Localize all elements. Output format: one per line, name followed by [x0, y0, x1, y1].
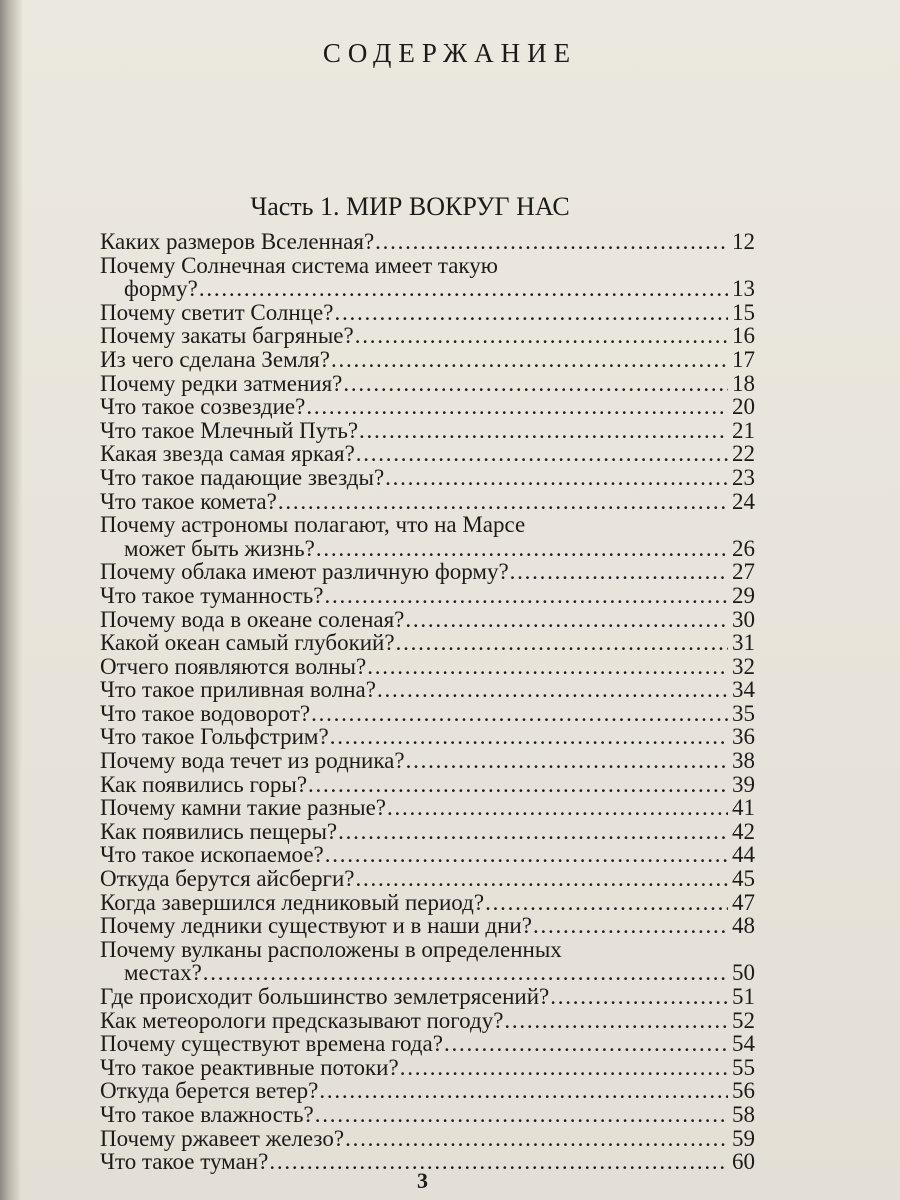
dot-leader	[550, 985, 728, 1009]
toc-entry	[100, 395, 755, 419]
dot-leader	[444, 1032, 728, 1056]
dot-leader	[319, 1079, 728, 1103]
page-number: 3	[417, 1168, 428, 1193]
dot-leader	[510, 560, 728, 584]
toc-entry-title: Что такое ископаемое?	[100, 842, 324, 868]
toc-entry-page: 38	[732, 748, 755, 774]
toc-entry	[100, 678, 755, 702]
toc-entry-title-line: Почему астрономы полагают, что на Марсе	[100, 512, 526, 538]
toc-entry	[100, 773, 755, 797]
dot-leader	[355, 324, 728, 348]
toc-entry-title: Что такое туман?	[100, 1149, 269, 1175]
toc-entry	[100, 1079, 755, 1103]
toc-entry-page: 32	[732, 653, 755, 679]
dot-leader	[324, 584, 728, 608]
toc-entry-page: 58	[732, 1101, 755, 1127]
toc-entry	[100, 560, 755, 584]
toc-entry-title: Почему редки затмения?	[100, 370, 343, 396]
dot-leader	[306, 395, 728, 419]
toc-entry-title: Откуда берется ветер?	[100, 1078, 319, 1104]
toc-entry-title: Какой океан самый глубокий?	[100, 630, 395, 656]
toc-entry-title: Какая звезда самая яркая?	[100, 441, 355, 467]
toc-entry	[100, 254, 755, 301]
toc-entry-title: Как появились пещеры?	[100, 818, 338, 844]
toc-entry-page: 13	[732, 276, 755, 302]
toc-entry-page: 44	[732, 842, 755, 868]
toc-entry-page: 17	[732, 346, 755, 372]
dot-leader	[311, 702, 728, 726]
dot-leader	[203, 961, 728, 985]
dot-leader	[278, 490, 728, 514]
dot-leader	[308, 773, 728, 797]
toc-entry-title: Что такое реактивные потоки?	[100, 1054, 399, 1080]
toc-entry-title-line: Почему вулканы расположены в определенных	[100, 936, 562, 962]
toc-entry-title: Как метеорологи предсказывают погоду?	[100, 1007, 504, 1033]
dot-leader	[396, 631, 728, 655]
toc-entry-title: Что такое водоворот?	[100, 700, 311, 726]
toc-entry-page: 47	[732, 889, 755, 915]
dot-leader	[316, 537, 728, 561]
toc-entry-page: 55	[732, 1054, 755, 1080]
toc-entry	[100, 348, 755, 372]
toc-entry-title: Каких размеров Вселенная?	[100, 229, 375, 254]
toc-entry-title: Почему вода в океане соленая?	[100, 606, 405, 632]
toc-entry-page: 50	[732, 960, 755, 986]
toc-entry	[100, 490, 755, 514]
toc-entry-page: 20	[732, 394, 755, 420]
toc-entry-page: 35	[732, 700, 755, 726]
toc-entry-page: 42	[732, 818, 755, 844]
part-title: Часть 1. МИР ВОКРУГ НАС	[250, 192, 570, 221]
dot-leader	[359, 419, 728, 443]
toc-entry-page: 27	[732, 559, 755, 585]
toc-entry-page: 52	[732, 1007, 755, 1033]
toc-entry-title: Как появились горы?	[100, 771, 308, 797]
toc-entry	[100, 843, 755, 867]
toc-entry-page: 56	[732, 1078, 755, 1104]
toc-entry	[100, 891, 755, 915]
dot-leader	[334, 301, 728, 325]
toc-entry	[100, 513, 755, 560]
toc-entry	[100, 1056, 755, 1080]
toc-entry	[100, 796, 755, 820]
toc-entry-title: Почему существуют времена года?	[100, 1031, 443, 1057]
toc-entry-title: Почему ржавеет железо?	[100, 1125, 345, 1151]
toc-entry-page: 59	[732, 1125, 755, 1151]
toc-entry-title: Почему закаты багряные?	[100, 323, 354, 349]
toc-entry	[100, 372, 755, 396]
toc-entry-page: 24	[732, 488, 755, 514]
dot-leader	[504, 1009, 728, 1033]
toc-entry-title: Из чего сделана Земля?	[100, 346, 330, 372]
toc-entry-title: Что такое влажность?	[100, 1101, 314, 1127]
toc-entry-page: 51	[732, 984, 755, 1009]
dot-leader	[355, 867, 728, 891]
toc-entry-title: Что такое приливная волна?	[100, 677, 376, 703]
toc-entry	[100, 466, 755, 490]
dot-leader	[338, 820, 728, 844]
toc-entry-title: Почему облака имеют различную форму?	[100, 559, 509, 585]
toc-entry-title: местах?	[124, 960, 202, 986]
toc-entry-title: Что такое Млечный Путь?	[100, 417, 359, 443]
dot-leader	[387, 796, 728, 820]
toc-entry-page: 36	[732, 724, 755, 750]
toc-entry	[100, 1127, 755, 1151]
toc-entry	[100, 301, 755, 325]
dot-leader	[315, 1103, 728, 1127]
dot-leader	[377, 678, 728, 702]
toc-entry	[100, 230, 755, 254]
dot-leader	[331, 348, 728, 372]
toc-entry-title: форму?	[124, 276, 198, 302]
toc-entry	[100, 442, 755, 466]
dot-leader	[199, 277, 728, 301]
dot-leader	[356, 442, 728, 466]
dot-leader	[343, 372, 728, 396]
page-gutter-shadow	[0, 0, 22, 1200]
toc-entry	[100, 725, 755, 749]
toc-entry-title: Откуда берутся айсберги?	[100, 866, 355, 892]
toc-entry	[100, 419, 755, 443]
dot-leader	[325, 843, 728, 867]
dot-leader	[533, 914, 728, 938]
toc-entry	[100, 985, 755, 1009]
table-of-contents	[100, 230, 755, 1174]
toc-entry	[100, 1009, 755, 1033]
toc-entry-page: 31	[732, 630, 755, 656]
dot-leader	[406, 749, 728, 773]
dot-leader	[485, 891, 728, 915]
toc-entry-title: Почему камни такие разные?	[100, 795, 387, 821]
toc-entry-page: 45	[732, 866, 755, 892]
toc-entry-page: 29	[732, 582, 755, 608]
toc-entry	[100, 1032, 755, 1056]
dot-leader	[385, 466, 728, 490]
toc-entry-title: Что такое туманность?	[100, 582, 324, 608]
toc-entry	[100, 584, 755, 608]
toc-entry-page: 21	[732, 417, 755, 443]
toc-entry	[100, 608, 755, 632]
toc-entry-title: Что такое падающие звезды?	[100, 464, 385, 490]
toc-entry-title: Отчего появляются волны?	[100, 653, 367, 679]
toc-entry-title: Где происходит большинство землетрясений?	[100, 984, 550, 1009]
toc-entry	[100, 702, 755, 726]
toc-entry	[100, 867, 755, 891]
toc-entry-title: Почему светит Солнце?	[100, 299, 334, 325]
dot-leader	[330, 725, 728, 749]
toc-entry-page: 30	[732, 606, 755, 632]
dot-leader	[400, 1056, 728, 1080]
toc-entry-page: 22	[732, 441, 755, 467]
toc-entry-page: 60	[732, 1149, 755, 1175]
toc-entry-page: 23	[732, 464, 755, 490]
contents-heading: СОДЕРЖАНИЕ	[322, 38, 578, 68]
toc-entry	[100, 820, 755, 844]
toc-entry-title: может быть жизнь?	[124, 535, 315, 561]
toc-entry-page: 15	[732, 299, 755, 325]
toc-entry-page: 39	[732, 771, 755, 797]
toc-entry-title: Что такое комета?	[100, 488, 277, 514]
toc-entry-title: Когда завершился ледниковый период?	[100, 889, 485, 915]
toc-entry-title: Почему вода течет из родника?	[100, 748, 405, 774]
toc-entry-page: 18	[732, 370, 755, 396]
toc-entry	[100, 1103, 755, 1127]
toc-entry-page: 26	[732, 535, 755, 561]
toc-entry	[100, 749, 755, 773]
toc-entry-page: 48	[732, 913, 755, 939]
toc-entry-page: 16	[732, 323, 755, 349]
toc-entry	[100, 914, 755, 938]
toc-entry	[100, 938, 755, 985]
dot-leader	[367, 655, 728, 679]
dot-leader	[345, 1127, 728, 1151]
toc-entry-title: Почему ледники существуют и в наши дни?	[100, 913, 532, 939]
toc-entry-title: Что такое созвездие?	[100, 394, 306, 420]
toc-entry-page: 54	[732, 1031, 755, 1057]
toc-entry	[100, 324, 755, 348]
dot-leader	[405, 608, 728, 632]
toc-entry-page: 41	[732, 795, 755, 821]
toc-entry-page: 34	[732, 677, 755, 703]
toc-entry-page: 12	[732, 229, 755, 254]
dot-leader	[375, 230, 728, 254]
toc-entry-title: Что такое Гольфстрим?	[100, 724, 329, 750]
toc-entry	[100, 655, 755, 679]
toc-entry-title-line: Почему Солнечная система имеет такую	[100, 252, 498, 278]
toc-entry	[100, 631, 755, 655]
